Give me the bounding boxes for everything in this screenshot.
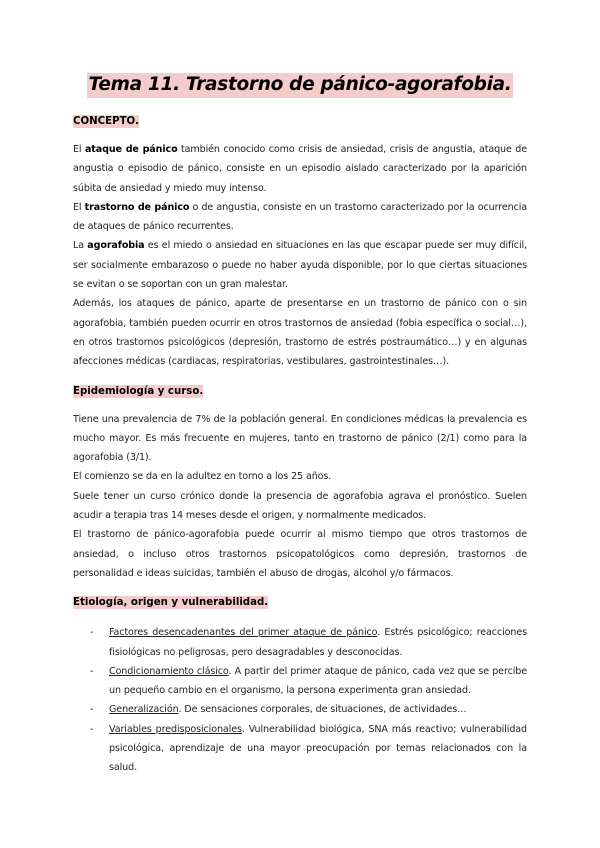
- list-item: - Factores desencadenantes del primer ataque de pánico. Estrés psicológico; reacciones fisiológicas no peligrosas, pero desagradables y desconocidas.: [90, 627, 527, 658]
- section-heading-concepto: CONCEPTO.: [73, 116, 139, 127]
- list-item: - Variables predisposicionales. Vulnerabilidad biológica, SNA más reactivo; vulnerabilidad psicológica, aprendizaje de una mayor preocupación por temas relacionados con la salud.: [90, 723, 527, 774]
- paragraph-comorbilidad: El trastorno de pánico-agorafobia puede ocurrir al mismo tiempo que otros trastornos de ansiedad, o incluso otros trastornos psicopatológicos como depresión, trastornos de personalidad e ideas suicidas, también el abuso de drogas, alcohol y/o fármacos.: [73, 529, 527, 579]
- paragraph-curso: Suele tener un curso crónico donde la presencia de agorafobia agrava el pronóstico. Suelen acudir a terapia tras 14 meses desde el origen, y normalmente medicados.: [73, 490, 527, 522]
- paragraph-comienzo: El comienzo se da en la adultez en torno a los 25 años.: [73, 471, 332, 483]
- list-item: - Generalización. De sensaciones corporales, de situaciones, de actividades…: [90, 704, 467, 716]
- paragraph-agorafobia: La agorafobia es el miedo o ansiedad en situaciones en las que escapar puede ser muy difícil, ser socialmente embarazoso o puede no haber ayuda disponible, por lo que ciertas situaciones se evitan o se soportan con un gran malestar.: [73, 240, 527, 291]
- paragraph-ademas: Además, los ataques de pánico, aparte de presentarse en un trastorno de pánico con o sin agorafobia, también pueden ocurrir en otros trastornos de ansiedad (fobia específica o social…), en otros trastornos psicológicos (depresión, trastorno de estrés postraumático…) y en algunas afecciones médicas (cardiacas, respiratorias, vestibulares, gastrointestinales…).: [73, 298, 527, 368]
- etiologia-list: [73, 623, 527, 777]
- paragraph-trastorno-panico: El trastorno de pánico o de angustia, consiste en un trastorno caracterizado por la ocurrencia de ataques de pánico recurrentes.: [73, 201, 528, 233]
- section-heading-etiologia: Etiología, origen y vulnerabilidad.: [73, 597, 269, 609]
- page-title: Tema 11. Trastorno de pánico-agorafobia.: [87, 73, 512, 98]
- title-container: [0, 73, 600, 98]
- section-heading-epidemiologia: Epidemiología y curso.: [73, 385, 204, 397]
- list-item: - Condicionamiento clásico. A partir del primer ataque de pánico, cada vez que se percibe un pequeño cambio en el organismo, la persona experimenta gran ansiedad.: [90, 665, 528, 697]
- paragraph-ataque-panico: El ataque de pánico también conocido como crisis de ansiedad, crisis de angustia, ataque de angustia o episodio de pánico, consiste en un episodio aislado caracterizado por la aparición súbita de ansiedad y miedo muy intenso.: [73, 144, 527, 194]
- document-body: [73, 114, 527, 778]
- paragraph-prevalencia: Tiene una prevalencia de 7% de la población general. En condiciones médicas la prevalencia es mucho mayor. Es más frecuente en mujeres, tanto en trastorno de pánico (2/1) como para la agorafobia (3/1).: [73, 413, 527, 464]
